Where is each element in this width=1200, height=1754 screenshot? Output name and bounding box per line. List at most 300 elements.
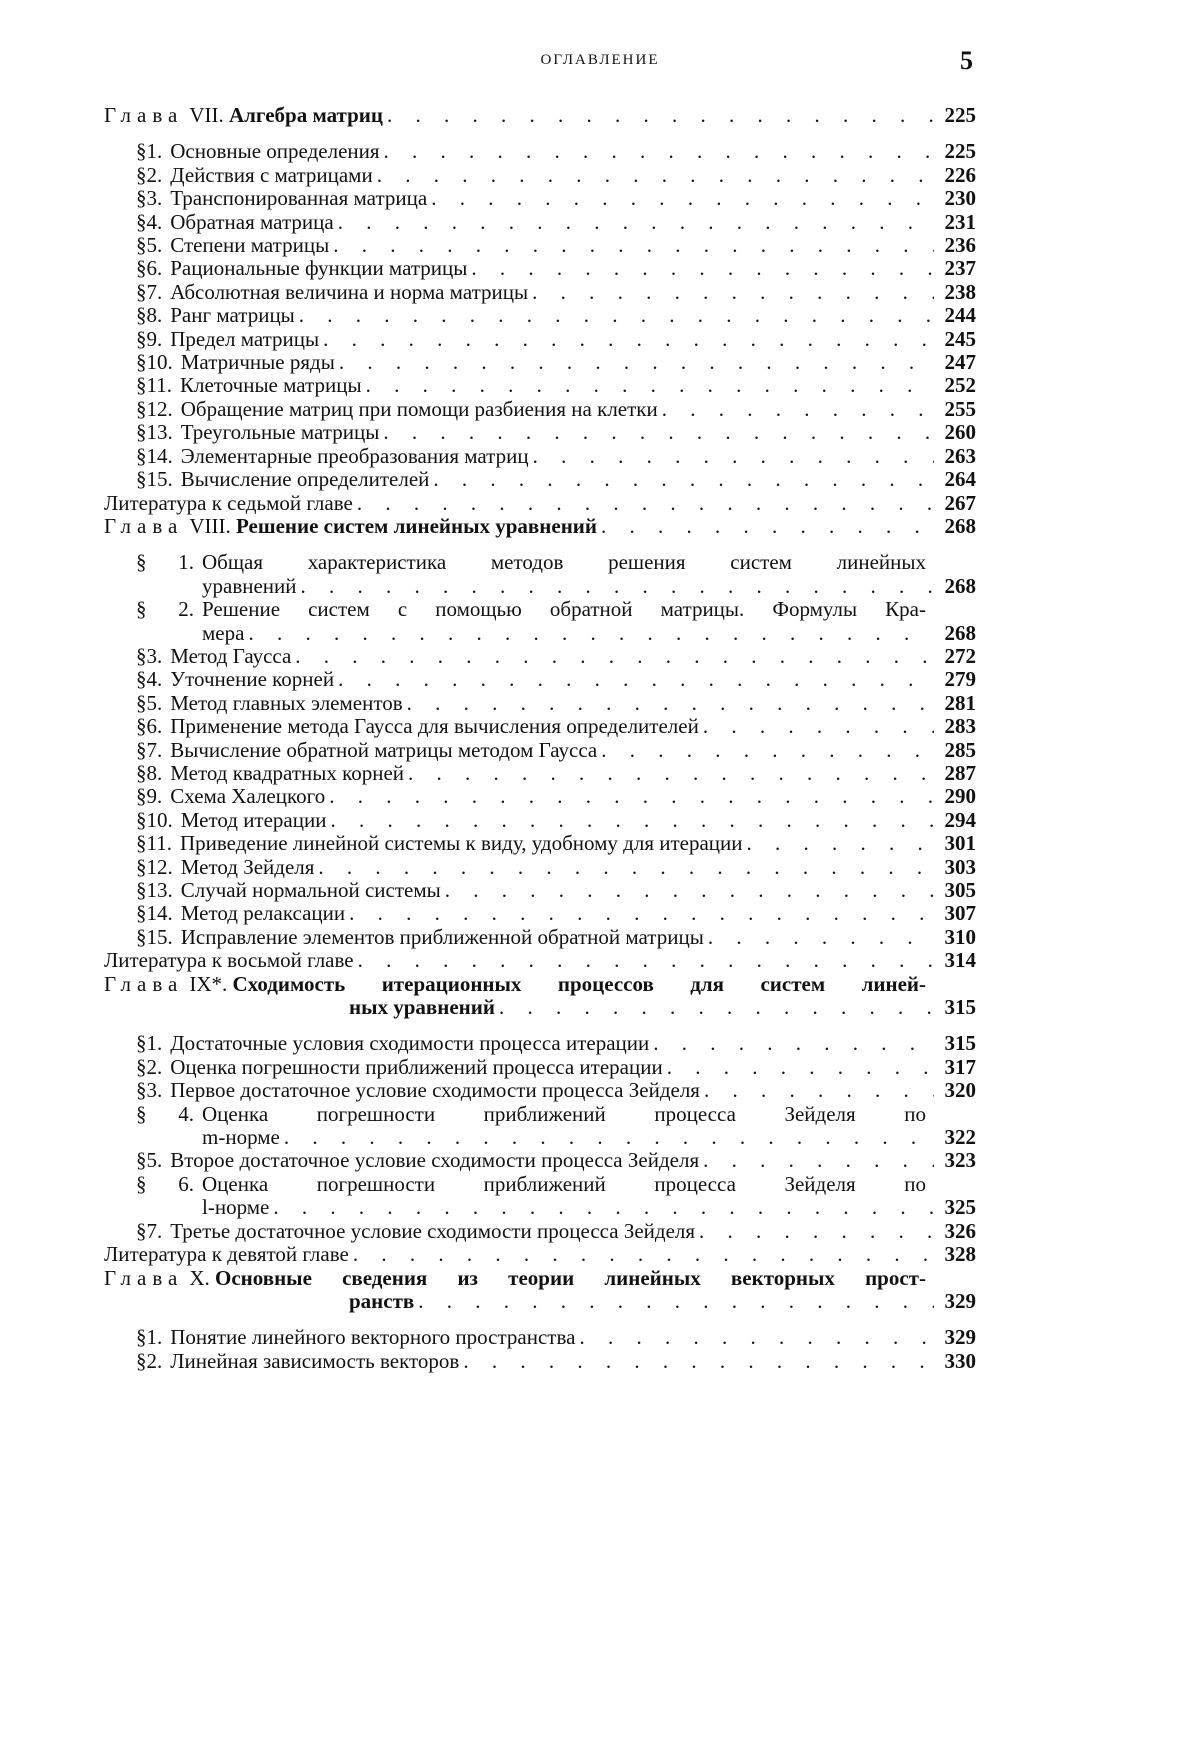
section-line <box>104 1056 976 1079</box>
dot-leader <box>704 1079 934 1102</box>
section-title: Решение систем с помощью обратной матрицы. Формулы Кра- <box>202 598 926 621</box>
page-ref: 236 <box>938 234 976 257</box>
dot-leader <box>383 421 934 444</box>
section-sign: § <box>136 445 147 468</box>
section-sign: § <box>136 468 147 491</box>
chapter-heading[interactable] <box>104 973 976 1020</box>
toc-section-item[interactable] <box>104 421 976 444</box>
page-ref: 315 <box>938 1032 976 1055</box>
section-title: Исправление элементов приближенной обратной матрицы <box>181 926 704 949</box>
toc-section-item[interactable] <box>104 1326 976 1349</box>
chapter-title: ранств <box>349 1290 414 1313</box>
page-ref: 263 <box>938 445 976 468</box>
page-ref: 283 <box>938 715 976 738</box>
chapter-heading[interactable] <box>104 1267 976 1314</box>
section-title: Оценка погрешности приближений процесса Зейделя по <box>202 1173 926 1196</box>
dot-leader <box>703 1149 934 1172</box>
section-title: Действия с матрицами <box>170 164 372 187</box>
section-line <box>104 328 976 351</box>
section-sign: § <box>136 692 147 715</box>
toc-section-item[interactable] <box>104 351 976 374</box>
section-sign: § <box>136 715 147 738</box>
section-title: Степени матрицы <box>170 234 329 257</box>
section-sign: § <box>136 187 147 210</box>
chapter-number: VIII. <box>189 515 230 538</box>
toc-section-item[interactable] <box>104 187 976 210</box>
dot-leader <box>708 926 934 949</box>
section-sign: § <box>136 304 147 327</box>
page-ref: 307 <box>938 902 976 925</box>
section-title: Метод итерации <box>181 809 327 832</box>
section-title: Абсолютная величина и норма матрицы <box>170 281 528 304</box>
section-line <box>104 140 976 163</box>
page-ref: 305 <box>938 879 976 902</box>
dot-leader <box>377 164 934 187</box>
section-title: l-норме <box>202 1196 269 1219</box>
section-sign: § <box>136 398 147 421</box>
dot-leader <box>445 879 934 902</box>
dot-leader <box>358 949 934 972</box>
section-line <box>104 211 976 234</box>
toc-section-item[interactable] <box>104 374 976 397</box>
page-ref: 290 <box>938 785 976 808</box>
chapter-label: Глава <box>104 973 183 996</box>
section-number: 1. <box>158 551 194 574</box>
section-sign: § <box>136 926 147 949</box>
section-number: 6. <box>147 715 163 738</box>
chapter-title-line <box>104 973 976 996</box>
section-title: Вычисление определителей <box>181 468 430 491</box>
dot-leader <box>318 856 934 879</box>
section-sign: § <box>136 351 147 374</box>
section-sign: § <box>136 374 147 397</box>
section-number: 6. <box>158 1173 194 1196</box>
section-number: 5. <box>147 1149 163 1172</box>
toc-section-item[interactable] <box>104 328 976 351</box>
page-number: 5 <box>960 46 973 76</box>
toc-section-item[interactable] <box>104 304 976 327</box>
toc-section-item[interactable] <box>104 645 976 668</box>
dot-leader <box>295 645 934 668</box>
toc-section-item[interactable] <box>104 164 976 187</box>
toc-section-item[interactable] <box>104 468 976 491</box>
section-sign: § <box>136 902 147 925</box>
page-ref: 272 <box>938 645 976 668</box>
section-sign: § <box>136 1149 147 1172</box>
dot-leader <box>301 575 934 598</box>
section-number: 1. <box>147 140 163 163</box>
section-line <box>104 575 976 598</box>
section-line <box>104 879 976 902</box>
chapter-heading[interactable] <box>104 104 976 127</box>
section-line <box>104 257 976 280</box>
toc-section-item[interactable] <box>104 879 976 902</box>
section-title: Обратная матрица <box>170 211 333 234</box>
section-line <box>104 164 976 187</box>
section-line <box>104 468 976 491</box>
dot-leader <box>463 1350 934 1373</box>
section-sign: § <box>136 785 147 808</box>
section-line <box>104 445 976 468</box>
section-sign: § <box>136 1220 147 1243</box>
page-ref: 301 <box>938 832 976 855</box>
section-number: 9. <box>147 785 163 808</box>
dot-leader <box>366 374 934 397</box>
section-sign: § <box>136 421 147 444</box>
section-sign: § <box>136 257 147 280</box>
page-ref: 264 <box>938 468 976 491</box>
page-ref: 329 <box>938 1290 976 1313</box>
page-ref: 226 <box>938 164 976 187</box>
toc-section-item[interactable] <box>104 668 976 691</box>
section-sign: § <box>136 809 147 832</box>
dot-leader <box>601 515 934 538</box>
toc-section-item[interactable] <box>104 1220 976 1243</box>
section-sign: § <box>136 879 147 902</box>
page-ref: 225 <box>938 104 976 127</box>
section-title: Клеточные матрицы <box>180 374 362 397</box>
chapter-block <box>104 973 976 1267</box>
section-sign: § <box>136 1056 147 1079</box>
dot-leader <box>284 1126 934 1149</box>
section-line <box>104 809 976 832</box>
section-title: Метод квадратных корней <box>170 762 404 785</box>
page-ref: 268 <box>938 515 976 538</box>
section-number: 1. <box>147 1032 163 1055</box>
chapter-number: IX*. <box>189 973 227 996</box>
section-line <box>104 304 976 327</box>
section-number: 3. <box>147 1079 163 1102</box>
section-number: 3. <box>147 645 163 668</box>
section-line <box>104 622 976 645</box>
section-number: 11. <box>147 832 172 855</box>
section-sign: § <box>136 856 147 879</box>
toc-section-item[interactable] <box>104 1350 976 1373</box>
section-sign: § <box>136 211 147 234</box>
toc-section-item[interactable] <box>104 598 976 645</box>
chapter-block <box>104 1267 976 1374</box>
section-title: Уточнение корней <box>170 668 334 691</box>
section-line <box>104 234 976 257</box>
section-title: Схема Халецкого <box>170 785 325 808</box>
toc-section-item[interactable] <box>104 551 976 598</box>
section-number: 12. <box>147 398 173 421</box>
page-ref: 237 <box>938 257 976 280</box>
page-ref: 317 <box>938 1056 976 1079</box>
document-page <box>0 0 1200 1754</box>
section-sign: § <box>136 234 147 257</box>
toc-section-item[interactable] <box>104 1056 976 1079</box>
section-title: Элементарные преобразования матриц <box>181 445 529 468</box>
section-line <box>104 902 976 925</box>
section-title: Второе достаточное условие сходимости процесса Зейделя <box>170 1149 699 1172</box>
dot-leader <box>662 398 934 421</box>
toc-section-item[interactable] <box>104 1032 976 1055</box>
chapter-number: X. <box>189 1267 209 1290</box>
dot-leader <box>703 715 934 738</box>
section-sign: § <box>136 645 147 668</box>
section-number: 13. <box>147 421 173 444</box>
section-title: Треугольные матрицы <box>181 421 380 444</box>
dot-leader <box>747 832 934 855</box>
dot-leader <box>349 902 934 925</box>
section-number: 15. <box>147 926 173 949</box>
page-ref: 326 <box>938 1220 976 1243</box>
toc-section-item[interactable] <box>104 445 976 468</box>
section-sign: § <box>136 1173 158 1196</box>
literature-title: Литература к седьмой главе <box>104 492 353 515</box>
section-number: 1. <box>147 1326 163 1349</box>
section-title: Оценка погрешности приближений процесса итерации <box>170 1056 662 1079</box>
dot-leader <box>273 1196 934 1219</box>
section-line <box>104 1103 976 1126</box>
section-title: Обращение матриц при помощи разбиения на клетки <box>181 398 658 421</box>
section-number: 5. <box>147 692 163 715</box>
section-sign: § <box>136 832 147 855</box>
section-title: Линейная зависимость векторов <box>170 1350 459 1373</box>
dot-leader <box>384 140 934 163</box>
dot-leader <box>339 351 934 374</box>
dot-leader <box>431 187 934 210</box>
section-title: m-норме <box>202 1126 280 1149</box>
section-number: 4. <box>147 211 163 234</box>
section-title: Случай нормальной системы <box>181 879 441 902</box>
section-number: 14. <box>147 445 173 468</box>
section-title: Первое достаточное условие сходимости процесса Зейделя <box>170 1079 700 1102</box>
section-line <box>104 1079 976 1102</box>
toc-section-item[interactable] <box>104 692 976 715</box>
section-title: мера <box>202 622 244 645</box>
page-ref: 320 <box>938 1079 976 1102</box>
section-line <box>104 856 976 879</box>
toc-section-item[interactable] <box>104 1173 976 1220</box>
page-ref: 268 <box>938 622 976 645</box>
toc-section-item[interactable] <box>104 856 976 879</box>
toc-section-item[interactable] <box>104 832 976 855</box>
chapter-title: Сходимость итерационных процессов для систем линей- <box>233 973 927 996</box>
dot-leader <box>248 622 934 645</box>
toc-section-item[interactable] <box>104 281 976 304</box>
section-number: 15. <box>147 468 173 491</box>
section-title: Метод главных элементов <box>170 692 402 715</box>
toc-section-item[interactable] <box>104 739 976 762</box>
section-number: 4. <box>158 1103 194 1126</box>
chapter-title-line <box>104 1267 976 1290</box>
dot-leader <box>433 468 934 491</box>
dot-leader <box>653 1032 934 1055</box>
section-line <box>104 351 976 374</box>
toc-section-item[interactable] <box>104 785 976 808</box>
section-line <box>104 1032 976 1055</box>
section-number: 2. <box>147 1056 163 1079</box>
toc-section-item[interactable] <box>104 211 976 234</box>
dot-leader <box>533 445 934 468</box>
section-sign: § <box>136 164 147 187</box>
toc-section-item[interactable] <box>104 926 976 949</box>
chapter-label: Глава <box>104 1267 183 1290</box>
section-sign: § <box>136 328 147 351</box>
section-title: Оценка погрешности приближений процесса Зейделя по <box>202 1103 926 1126</box>
literature-item[interactable] <box>104 1243 976 1266</box>
section-number: 6. <box>147 257 163 280</box>
dot-leader <box>338 211 934 234</box>
dot-leader <box>357 492 934 515</box>
section-line <box>104 598 976 621</box>
section-sign: § <box>136 1326 147 1349</box>
section-title: Применение метода Гаусса для вычисления определителей <box>170 715 699 738</box>
section-line <box>104 281 976 304</box>
toc-section-item[interactable] <box>104 715 976 738</box>
section-line <box>104 398 976 421</box>
dot-leader <box>408 762 934 785</box>
section-title: Транспонированная матрица <box>170 187 427 210</box>
dot-leader <box>387 104 934 127</box>
page-ref: 267 <box>938 492 976 515</box>
chapter-label: Глава <box>104 104 183 127</box>
section-line <box>104 187 976 210</box>
table-of-contents <box>104 104 976 1373</box>
section-number: 2. <box>147 164 163 187</box>
section-sign: § <box>136 1032 147 1055</box>
section-title: Метод Гаусса <box>170 645 291 668</box>
toc-section-item[interactable] <box>104 1149 976 1172</box>
toc-section-item[interactable] <box>104 1079 976 1102</box>
dot-leader <box>299 304 934 327</box>
section-number: 13. <box>147 879 173 902</box>
section-number: 7. <box>147 1220 163 1243</box>
page-ref: 238 <box>938 281 976 304</box>
section-sign: § <box>136 668 147 691</box>
literature-item[interactable] <box>104 492 976 515</box>
section-title: Матричные ряды <box>181 351 335 374</box>
section-line <box>104 421 976 444</box>
section-title: Метод релаксации <box>181 902 345 925</box>
section-line <box>104 1196 976 1219</box>
chapter-title: ных уравнений <box>349 996 495 1019</box>
page-ref: 310 <box>938 926 976 949</box>
section-line <box>104 832 976 855</box>
chapter-heading[interactable] <box>104 515 976 538</box>
page-ref: 268 <box>938 575 976 598</box>
literature-title: Литература к девятой главе <box>104 1243 349 1266</box>
dot-leader <box>579 1326 934 1349</box>
page-ref: 260 <box>938 421 976 444</box>
section-line <box>104 762 976 785</box>
toc-section-item[interactable] <box>104 140 976 163</box>
section-title: Достаточные условия сходимости процесса итерации <box>170 1032 649 1055</box>
section-sign: § <box>136 551 158 574</box>
section-sign: § <box>136 1350 147 1373</box>
page-ref: 328 <box>938 1243 976 1266</box>
section-number: 8. <box>147 762 163 785</box>
section-line <box>104 1126 976 1149</box>
page-ref: 322 <box>938 1126 976 1149</box>
section-title: Вычисление обратной матрицы методом Гаусса <box>170 739 597 762</box>
dot-leader <box>418 1290 934 1313</box>
section-title: Метод Зейделя <box>181 856 315 879</box>
section-line <box>104 1149 976 1172</box>
page-ref: 303 <box>938 856 976 879</box>
page-ref: 315 <box>938 996 976 1019</box>
chapter-block <box>104 515 976 973</box>
page-ref: 252 <box>938 374 976 397</box>
section-number: 11. <box>147 374 172 397</box>
chapter-title-line <box>104 996 976 1019</box>
section-line <box>104 1173 976 1196</box>
toc-section-item[interactable] <box>104 1103 976 1150</box>
section-sign: § <box>136 1079 147 1102</box>
section-number: 8. <box>147 304 163 327</box>
section-title: Ранг матрицы <box>170 304 295 327</box>
dot-leader <box>338 668 934 691</box>
section-line <box>104 739 976 762</box>
literature-item[interactable] <box>104 949 976 972</box>
page-ref: 245 <box>938 328 976 351</box>
section-number: 7. <box>147 739 163 762</box>
page-ref: 329 <box>938 1326 976 1349</box>
section-number: 3. <box>147 187 163 210</box>
toc-section-item[interactable] <box>104 234 976 257</box>
page-ref: 225 <box>938 140 976 163</box>
section-line <box>104 668 976 691</box>
section-sign: § <box>136 598 158 621</box>
dot-leader <box>330 809 934 832</box>
section-title: Приведение линейной системы к виду, удобному для итерации <box>180 832 743 855</box>
page-ref: 287 <box>938 762 976 785</box>
dot-leader <box>699 1220 934 1243</box>
dot-leader <box>667 1056 934 1079</box>
dot-leader <box>323 328 934 351</box>
page-ref: 314 <box>938 949 976 972</box>
chapter-title-line <box>104 515 976 538</box>
page-ref: 294 <box>938 809 976 832</box>
chapter-title: Основные сведения из теории линейных векторных прост- <box>215 1267 926 1290</box>
chapter-label: Глава <box>104 515 183 538</box>
page-ref: 281 <box>938 692 976 715</box>
chapter-title-line <box>104 104 976 127</box>
dot-leader <box>532 281 934 304</box>
section-sign: § <box>136 1103 158 1126</box>
page-ref: 323 <box>938 1149 976 1172</box>
section-sign: § <box>136 739 147 762</box>
page-ref: 325 <box>938 1196 976 1219</box>
dot-leader <box>333 234 934 257</box>
dot-leader <box>353 1243 934 1266</box>
section-sign: § <box>136 281 147 304</box>
section-title: Общая характеристика методов решения систем линейных <box>202 551 926 574</box>
section-line <box>104 785 976 808</box>
toc-section-item[interactable] <box>104 809 976 832</box>
dot-leader <box>499 996 934 1019</box>
section-line <box>104 551 976 574</box>
toc-section-item[interactable] <box>104 762 976 785</box>
page-ref: 230 <box>938 187 976 210</box>
dot-leader <box>407 692 934 715</box>
toc-section-item[interactable] <box>104 257 976 280</box>
chapter-title-line <box>104 1290 976 1313</box>
page-ref: 255 <box>938 398 976 421</box>
toc-section-item[interactable] <box>104 398 976 421</box>
page-ref: 330 <box>938 1350 976 1373</box>
section-line <box>104 1220 976 1243</box>
section-line <box>104 1350 976 1373</box>
page-ref: 285 <box>938 739 976 762</box>
section-line <box>104 715 976 738</box>
section-sign: § <box>136 140 147 163</box>
toc-section-item[interactable] <box>104 902 976 925</box>
section-title: Понятие линейного векторного пространства <box>170 1326 575 1349</box>
page-ref: 279 <box>938 668 976 691</box>
